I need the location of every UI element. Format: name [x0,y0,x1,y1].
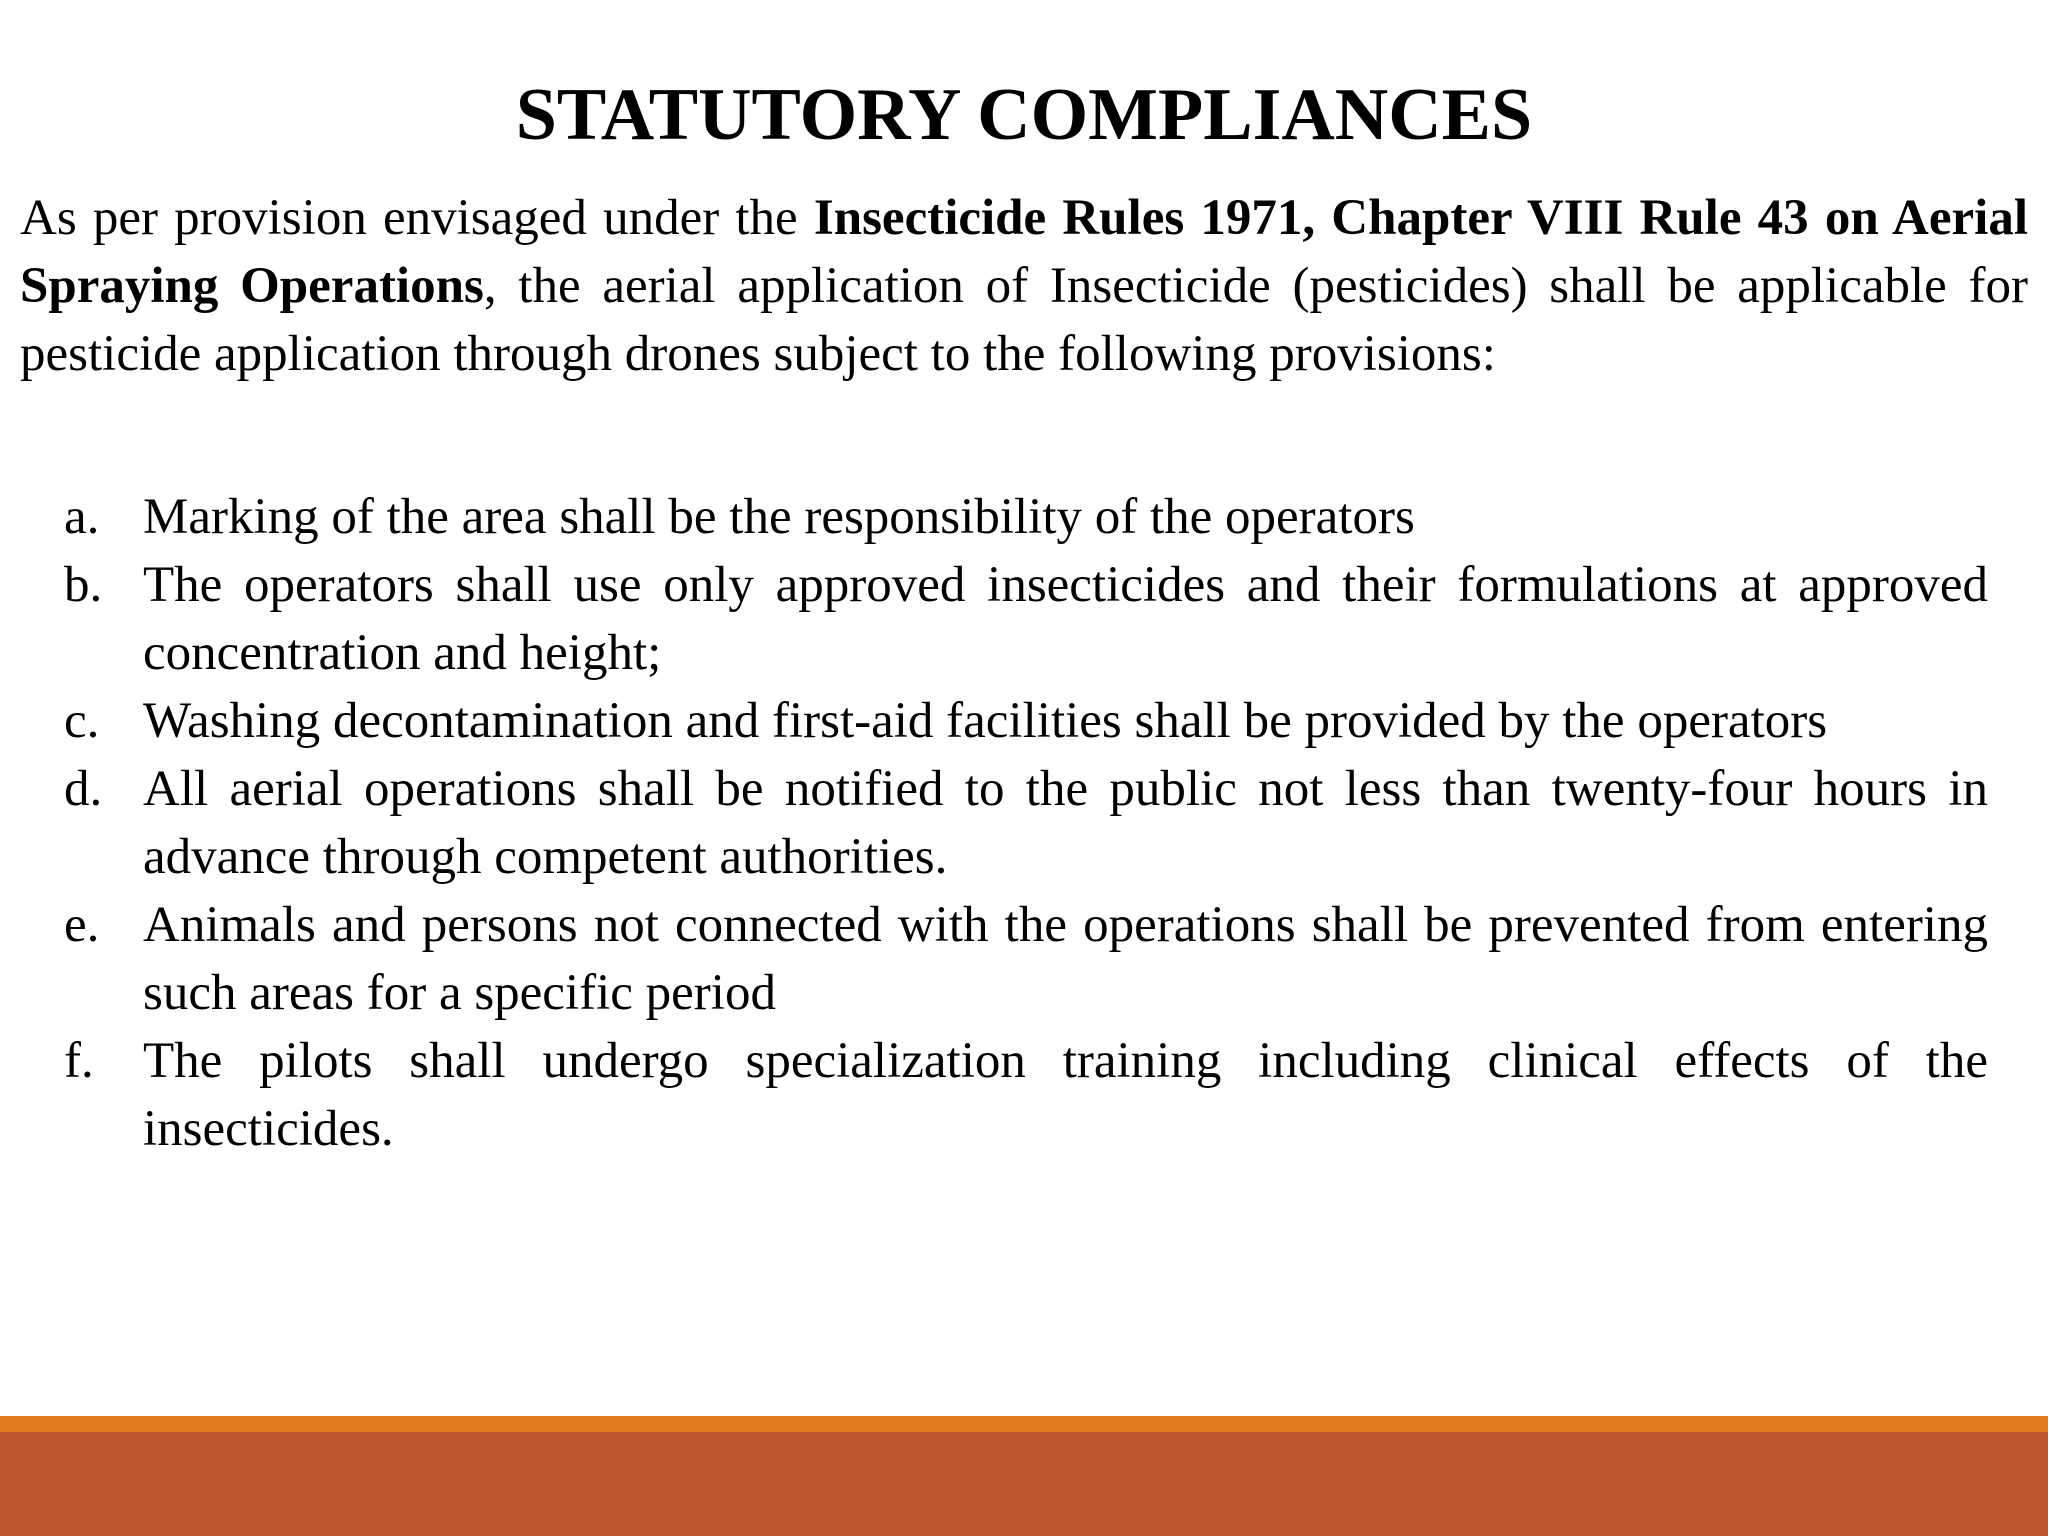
provision-marker: b. [64,557,103,613]
slide-title: STATUTORY COMPLIANCES [515,74,1533,156]
provision-text: Marking of the area shall be the responsibility of the operators [143,489,1415,545]
provisions-list [60,483,1988,1163]
provision-text: Washing decontamination and first-aid facilities shall be provided by the operators [143,693,1828,749]
provision-item [60,891,1988,1027]
intro-paragraph [20,184,2028,388]
provision-item [60,755,1988,891]
intro-text-start: As per provision envisaged under the [20,190,814,246]
provision-text: The pilots shall undergo specialization training including clinical effects of the insecticides. [143,1033,1988,1157]
provision-text: Animals and persons not connected with the operations shall be prevented from entering such areas for a specific period [143,897,1988,1021]
provision-marker: a. [64,489,100,545]
provision-marker: f. [64,1033,94,1089]
provision-text: All aerial operations shall be notified to the public not less than twenty-four hours in advance through competent authorities. [143,761,1988,885]
provision-marker: d. [64,761,103,817]
intro-text-end: , the aerial application of Insecticide (pesticides) shall be applicable for pesticide application through drones subject to the following provisions: [20,258,2028,382]
footer-bar [0,1432,2048,1536]
provision-item [60,551,1988,687]
provision-marker: c. [64,693,100,749]
provision-marker: e. [64,897,100,953]
footer-accent-stripe [0,1416,2048,1432]
provision-item [60,1027,1988,1163]
provision-item [60,483,1988,551]
intro-rule-reference: Insecticide Rules 1971, Chapter VIII Rule 43 on Aerial Spraying Operations [20,190,2028,314]
provision-item [60,687,1988,755]
provision-text: The operators shall use only approved insecticides and their formulations at approved concentration and height; [143,557,1988,681]
